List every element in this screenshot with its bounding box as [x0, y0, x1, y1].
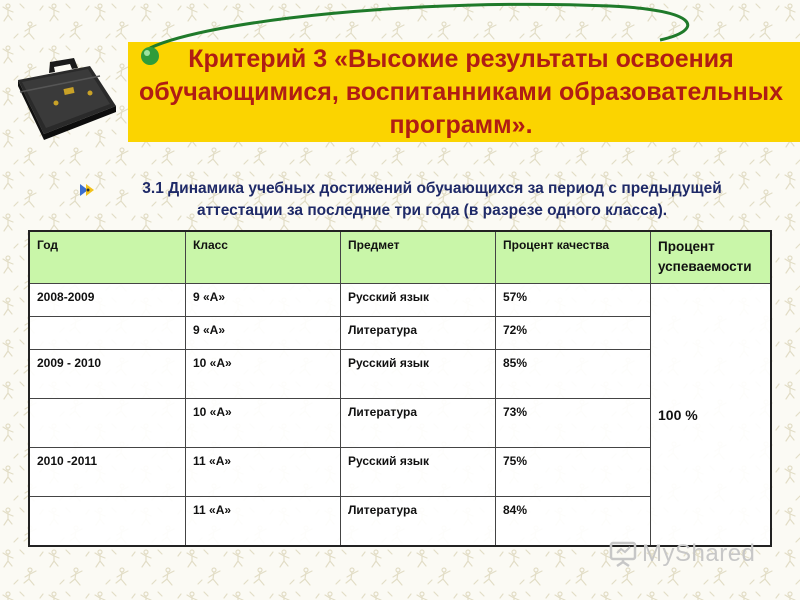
cell-subject: Литература [341, 497, 496, 547]
cell-class: 10 «А» [186, 350, 341, 399]
cell-subject: Русский язык [341, 284, 496, 317]
cell-class: 9 «А» [186, 284, 341, 317]
cell-year: 2008-2009 [29, 284, 186, 317]
cell-quality: 84% [496, 497, 651, 547]
cell-class: 11 «А» [186, 497, 341, 547]
table-row [29, 284, 771, 317]
cell-subject: Русский язык [341, 350, 496, 399]
table-header-row [29, 231, 771, 284]
cell-quality: 85% [496, 350, 651, 399]
watermark-text: MyShared [642, 540, 756, 567]
cell-progress: 100 % [651, 284, 772, 547]
cell-year: 2010 -2011 [29, 448, 186, 497]
cell-quality: 72% [496, 317, 651, 350]
cell-class: 11 «А» [186, 448, 341, 497]
cell-subject: Литература [341, 399, 496, 448]
slide-subtitle: 3.1 Динамика учебных достижений обучающихся за период с предыдущей аттестации за последние три года (в разрезе одного класса). [142, 180, 722, 219]
slide-title: Критерий 3 «Высокие результаты освоения обучающимися, воспитанниками образовательных программ». [138, 44, 784, 139]
cell-subject: Литература [341, 317, 496, 350]
cell-quality: 75% [496, 448, 651, 497]
cell-year: 2009 - 2010 [29, 350, 186, 399]
briefcase-icon [12, 48, 122, 144]
subtitle-block [78, 178, 778, 222]
bullet-icon [78, 182, 98, 198]
cell-class: 10 «А» [186, 399, 341, 448]
header-progress: Процент успеваемости [651, 231, 772, 284]
cell-year [29, 497, 186, 547]
myshared-watermark [608, 540, 755, 568]
myshared-logo-icon [608, 540, 638, 568]
cell-year [29, 399, 186, 448]
header-quality: Процент качества [496, 231, 651, 284]
cell-year [29, 317, 186, 350]
achievement-table [28, 230, 772, 547]
header-class: Класс [186, 231, 341, 284]
cell-quality: 73% [496, 399, 651, 448]
header-subject: Предмет [341, 231, 496, 284]
header-year: Год [29, 231, 186, 284]
cell-class: 9 «А» [186, 317, 341, 350]
cell-subject: Русский язык [341, 448, 496, 497]
cell-quality: 57% [496, 284, 651, 317]
